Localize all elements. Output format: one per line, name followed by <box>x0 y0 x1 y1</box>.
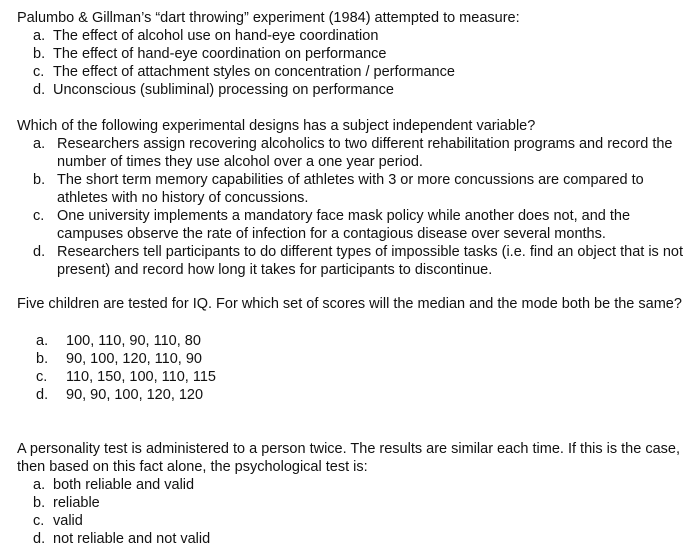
question-3-option-b <box>36 350 692 368</box>
question-1-stem: Palumbo & Gillman’s “dart throwing” experiment (1984) attempted to measure: <box>17 10 520 26</box>
option-text: both reliable and valid <box>53 477 195 493</box>
option-text: 110, 150, 100, 110, 115 <box>66 369 216 385</box>
option-text: The effect of hand-eye coordination on performance <box>53 46 387 62</box>
option-letter: a. <box>33 477 46 493</box>
question-2-stem: Which of the following experimental designs has a subject independent variable? <box>17 118 536 134</box>
question-1-option-c <box>33 63 692 81</box>
option-letter: c. <box>36 369 48 385</box>
option-letter: a. <box>36 333 49 349</box>
question-4-option-d <box>33 530 692 548</box>
question-2-option-d <box>33 243 692 279</box>
option-letter: b. <box>33 495 46 511</box>
question-2-option-a <box>33 135 692 171</box>
option-text: The short term memory capabilities of athletes with 3 or more concussions are compared to athletes with no history of concussions. <box>57 172 644 206</box>
option-text: valid <box>53 513 83 529</box>
question-4-stem: A personality test is administered to a person twice. The results are similar each time. If this is the case, then based on this fact alone, the psychological test is: <box>17 441 680 475</box>
question-4-options <box>17 476 692 548</box>
question-2-option-b <box>33 171 692 207</box>
question-1-options <box>17 27 692 99</box>
option-text: One university implements a mandatory face mask policy while another does not, and the campuses observe the rate of infection for a contagious disease over several months. <box>57 208 631 242</box>
option-letter: d. <box>33 82 46 98</box>
option-text: reliable <box>53 495 100 511</box>
option-letter: b. <box>33 46 46 62</box>
option-letter: b. <box>36 351 49 367</box>
option-letter: d. <box>36 387 49 403</box>
option-text: Researchers tell participants to do different types of impossible tasks (i.e. find an object that is not present) and record how long it takes for participants to discontinue. <box>57 244 683 278</box>
option-text: Unconscious (subliminal) processing on performance <box>53 82 394 98</box>
question-3-option-c <box>36 368 692 386</box>
option-letter: c. <box>33 208 45 224</box>
option-letter: a. <box>33 28 46 44</box>
option-letter: a. <box>33 136 46 152</box>
option-text: not reliable and not valid <box>53 531 211 547</box>
question-2-options <box>17 135 692 279</box>
question-3-option-d <box>36 386 692 404</box>
question-4-option-b <box>33 494 692 512</box>
question-2-option-c <box>33 207 692 243</box>
question-4 <box>17 440 692 548</box>
question-1 <box>17 9 692 99</box>
option-text: The effect of attachment styles on concentration / performance <box>53 64 455 80</box>
option-letter: c. <box>33 513 45 529</box>
option-letter: d. <box>33 531 46 547</box>
option-letter: b. <box>33 172 46 188</box>
question-4-option-c <box>33 512 692 530</box>
question-3 <box>17 295 692 404</box>
option-text: 90, 100, 120, 110, 90 <box>66 351 202 367</box>
question-3-option-a <box>36 332 692 350</box>
option-text: 100, 110, 90, 110, 80 <box>66 333 201 349</box>
question-3-stem: Five children are tested for IQ. For which set of scores will the median and the mode both be the same? <box>17 296 682 312</box>
question-2 <box>17 117 692 279</box>
option-text: Researchers assign recovering alcoholics to two different rehabilitation programs and record the number of times they use alcohol over a one year period. <box>57 136 673 170</box>
option-letter: d. <box>33 244 46 260</box>
option-text: The effect of alcohol use on hand-eye coordination <box>53 28 379 44</box>
question-3-options <box>17 332 692 404</box>
question-4-option-a <box>33 476 692 494</box>
question-1-option-a <box>33 27 692 45</box>
option-text: 90, 90, 100, 120, 120 <box>66 387 204 403</box>
option-letter: c. <box>33 64 45 80</box>
question-1-option-d <box>33 81 692 99</box>
question-1-option-b <box>33 45 692 63</box>
